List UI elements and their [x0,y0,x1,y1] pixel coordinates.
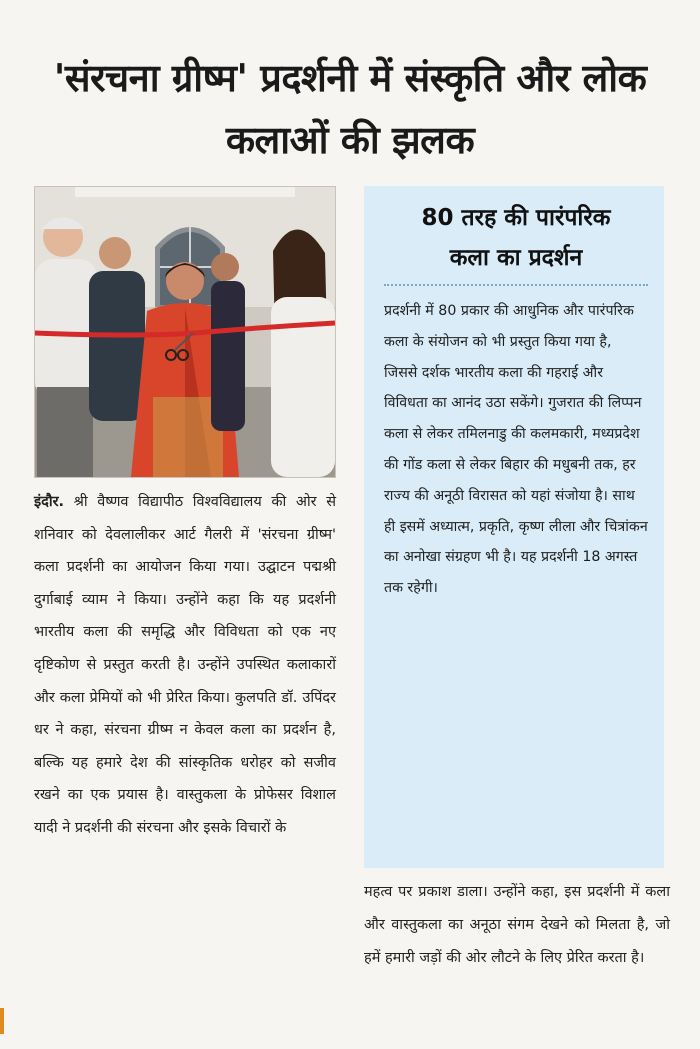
sidebar-box [364,186,664,868]
sidebar-divider [384,284,648,286]
sidebar-text: प्रदर्शनी में 80 प्रकार की आधुनिक और पारंपरिक कला के संयोजन को भी प्रस्तुत किया गया है, जिससे दर्शक भारतीय कला की गहराई और विविधता का आनंद उठा सकेंगे। गुजरात की लिप्पन कला से लेकर तमिलनाडु की कलमकारी, मध्यप्रदेश की गोंड कला से लेकर बिहार की मधुबनी तक, हर राज्य की अनूठी विरासत को यहां संजोया है। साथ ही इसमें अध्यात्म, प्रकृति, कृष्ण लीला और चित्रांकन का अनोखा संग्रहण भी है। यह प्रदर्शनी 18 अगस्त तक रहेगी। [384,303,648,597]
dateline: इंदौर. [34,494,65,510]
sidebar-title [384,198,648,278]
page-edge-mark [0,1008,4,1034]
article-text-col1: श्री वैष्णव विद्यापीठ विश्वविद्यालय की ओर से शनिवार को देवलालीकर आर्ट गैलरी में 'संरचना ग्रीष्म' कला प्रदर्शनी का आयोजन किया गया। उद्घाटन पद्मश्री दुर्गाबाई व्याम ने किया। उन्होंने कहा कि यह प्रदर्शनी भारतीय कला की समृद्धि और विविधता को एक नए दृष्टिकोण से प्रस्तुत करती है। उन्होंने उपस्थित कलाकारों और कला प्रेमियों को भी प्रेरित किया। कुलपति डॉ. उपिंदर धर ने कहा, संरचना ग्रीष्म न केवल कला का प्रदर्शन है, बल्कि यह हमारे देश की सांस्कृतिक धरोहर को सजीव रखने का एक प्रयास है। वास्तुकला के प्रोफेसर विशाल यादी ने प्रदर्शनी की संरचना और इसके विचारों के [34,494,336,836]
sidebar-title-line1: 80 तरह की पारंपरिक [421,205,611,231]
headline: 'संरचना ग्रीष्म' प्रदर्शनी में संस्कृति और लोक कलाओं की झलक [53,56,647,163]
ribbon-cutting-photo [34,186,336,478]
article-body-col1 [34,486,336,845]
article-body-col2: महत्व पर प्रकाश डाला। उन्होंने कहा, इस प्रदर्शनी में कला और वास्तुकला का अनूठा संगम देखने को मिलता है, जो हमें हमारी जड़ों की ओर लौटने के लिए प्रेरित करता है। [364,884,670,966]
sidebar-title-line2: कला का प्रदर्शन [449,245,583,271]
